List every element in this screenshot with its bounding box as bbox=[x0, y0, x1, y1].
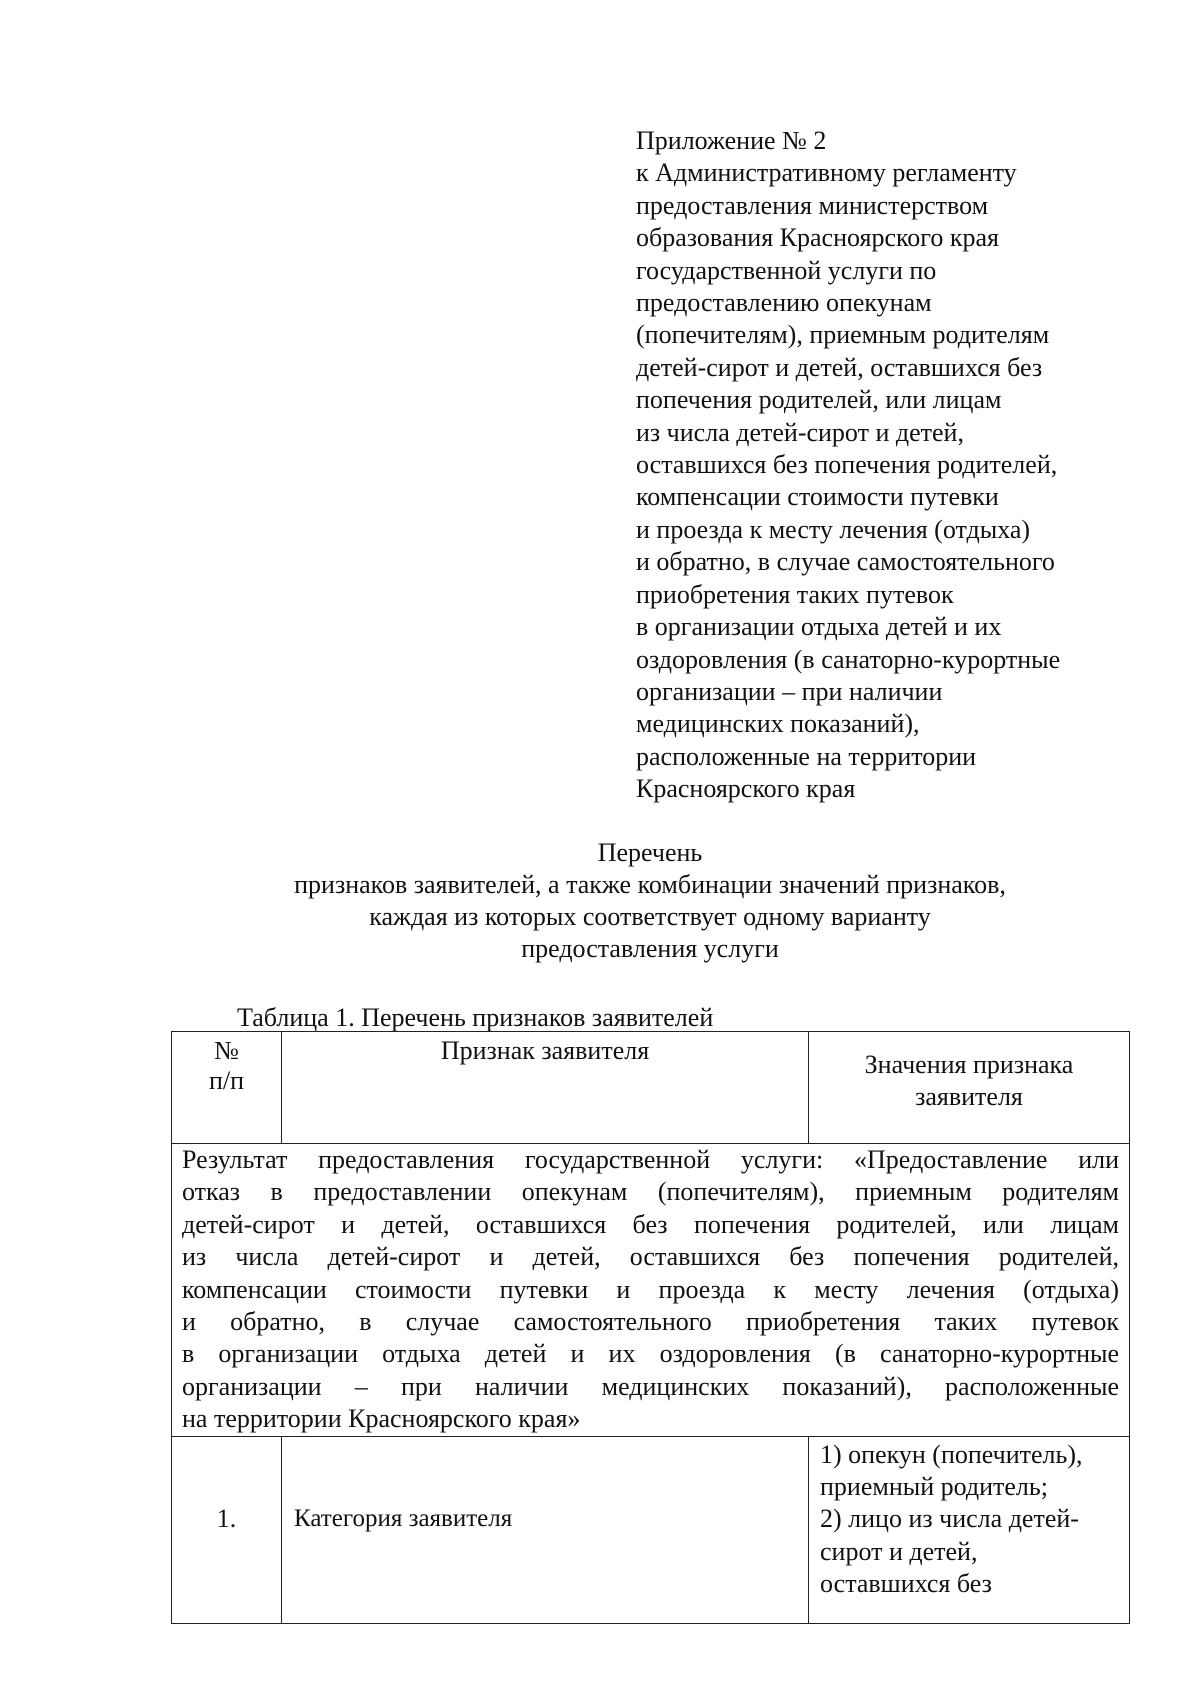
header-number-symbol: № bbox=[214, 1036, 239, 1065]
header-values bbox=[809, 1032, 1130, 1144]
row-sign: Категория заявителя bbox=[282, 1436, 809, 1623]
appendix-line: и проезда к месту лечения (отдыха) bbox=[636, 514, 1031, 544]
table-header-row bbox=[172, 1032, 1130, 1144]
row-number: 1. bbox=[172, 1436, 282, 1623]
result-line: из числа детей-сирот и детей, оставшихся без попечения родителей, bbox=[182, 1242, 1119, 1272]
appendix-line: приобретения таких путевок bbox=[636, 579, 954, 609]
appendix-line: организации – при наличии bbox=[636, 676, 943, 706]
result-line: Результат предоставления государственной услуги: «Предоставление или bbox=[182, 1145, 1119, 1174]
appendix-line: оздоровления (в санаторно-курортные bbox=[636, 644, 1061, 674]
header-values-line: заявителя bbox=[915, 1082, 1023, 1111]
document-title bbox=[150, 837, 1150, 965]
appendix-line: государственной услуги по bbox=[636, 255, 937, 285]
result-line: в организации отдыха детей и их оздоровления (в санаторно-курортные bbox=[182, 1339, 1119, 1369]
title-line: предоставления услуги bbox=[521, 934, 779, 963]
appendix-line: (попечителям), приемным родителям bbox=[636, 320, 1050, 350]
result-line: организации – при наличии медицинских показаний), расположенные bbox=[182, 1371, 1119, 1401]
row-values bbox=[809, 1436, 1130, 1623]
appendix-line: Приложение № 2 bbox=[636, 126, 827, 155]
row-value-line: 1) опекун (попечитель), bbox=[820, 1439, 1083, 1469]
appendix-line: компенсации стоимости путевки bbox=[636, 482, 999, 512]
appendix-line: детей-сирот и детей, оставшихся без bbox=[636, 352, 1043, 382]
appendix-line: из числа детей-сирот и детей, bbox=[636, 417, 964, 447]
result-cell bbox=[172, 1144, 1130, 1437]
result-line: отказ в предоставлении опекунам (попечителям), приемным родителям bbox=[182, 1177, 1119, 1207]
result-row bbox=[172, 1144, 1130, 1437]
result-line: компенсации стоимости путевки и проезда к месту лечения (отдыха) bbox=[182, 1274, 1119, 1304]
appendix-line: Красноярского края bbox=[636, 774, 856, 804]
title-line: признаков заявителей, а также комбинации значений признаков, bbox=[294, 870, 1006, 899]
result-line: на территории Красноярского края» bbox=[182, 1404, 581, 1434]
appendix-line: образования Красноярского края bbox=[636, 223, 999, 253]
title-line: каждая из которых соответствует одному варианту bbox=[369, 902, 931, 931]
row-value-line: оставшихся без bbox=[820, 1569, 992, 1599]
appendix-line: в организации отдыха детей и их bbox=[636, 612, 1002, 642]
appendix-line: расположенные на территории bbox=[636, 741, 977, 771]
header-sign: Признак заявителя bbox=[282, 1032, 809, 1144]
applicant-signs-table bbox=[171, 1031, 1129, 1624]
appendix-line: к Административному регламенту bbox=[636, 158, 1017, 188]
header-number-abbr: п/п bbox=[208, 1066, 245, 1095]
row-value-line: сирот и детей, bbox=[820, 1536, 978, 1566]
row-value-line: приемный родитель; bbox=[820, 1472, 1048, 1502]
appendix-line: предоставлению опекунам bbox=[636, 288, 932, 318]
table-caption: Таблица 1. Перечень признаков заявителей bbox=[237, 1003, 714, 1032]
result-line: и обратно, в случае самостоятельного приобретения таких путевок bbox=[182, 1307, 1119, 1337]
table-row bbox=[172, 1436, 1130, 1623]
appendix-line: медицинских показаний), bbox=[636, 709, 920, 739]
result-line: детей-сирот и детей, оставшихся без попечения родителей, или лицам bbox=[182, 1209, 1119, 1239]
appendix-reference bbox=[636, 125, 1156, 806]
appendix-line: попечения родителей, или лицам bbox=[636, 385, 1002, 415]
appendix-line: и обратно, в случае самостоятельного bbox=[636, 547, 1055, 577]
row-value-line: 2) лицо из числа детей- bbox=[820, 1504, 1079, 1534]
header-number bbox=[172, 1032, 282, 1144]
header-values-line: Значения признака bbox=[864, 1050, 1074, 1079]
appendix-line: предоставления министерством bbox=[636, 190, 989, 220]
appendix-line: оставшихся без попечения родителей, bbox=[636, 450, 1058, 480]
title-heading: Перечень bbox=[597, 838, 703, 867]
